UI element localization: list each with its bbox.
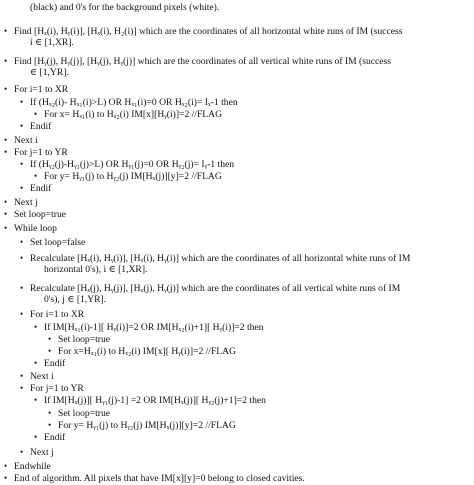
line-text: For y= Hᵧ₁(j) to Hᵧ₂(j) IM[Hₓ(j)][y]=2 //FLAG (44, 171, 222, 182)
bullet-icon: • (20, 237, 24, 247)
bullet-line (20, 446, 474, 459)
line-text: (black) and 0's for the background pixels (white). (30, 2, 220, 13)
line-text: For y= Hᵧ₁(j) to Hᵧ₂(j) IM[Hₓ(j)][y]=2 //FLAG (58, 420, 236, 431)
line-text: Endif (30, 121, 52, 132)
bullet-icon: • (4, 84, 8, 94)
line-text: Recalculate [Hₓ(j), Hᵧ(j)], [Hₓ(j), Hᵧ(j)] which are the coordinates of all vertical white runs of IM (30, 283, 401, 294)
line-text: Next i (14, 135, 38, 146)
bullet-icon: • (4, 223, 8, 233)
line-text: Find [Hₓ(i), Hᵧ(i)], [Hₓ(i), H₂(i)] which are the coordinates of all horizontal white runs of IM (success (14, 26, 403, 37)
continuation-line (34, 294, 474, 306)
line-text: For j=1 to YR (14, 147, 68, 158)
bullet-line (20, 308, 474, 321)
line-text: Next j (30, 447, 54, 458)
line-text: Endif (44, 358, 66, 369)
line-text: Endwhile (14, 461, 51, 472)
line-text: Endif (44, 432, 66, 443)
bullet-icon: • (4, 197, 8, 207)
line-text: Recalculate [Hₓ(i), Hᵧ(i)], [Hₓ(i), Hᵧ(i)] which are the coordinates of all horizontal white runs of IM (30, 253, 411, 264)
line-text: While loop (14, 223, 57, 234)
line-text: Set loop=true (58, 408, 111, 419)
bullet-icon: • (48, 334, 52, 344)
bullet-line (20, 120, 474, 133)
line-text: i ∈ [1,XR]. (30, 37, 74, 48)
line-text: For x=Hₓ₁(i) to Hₓ₂(i) IM[x][ Hᵧ(i)]=2 //FLAG (58, 346, 237, 357)
bullet-icon: • (20, 183, 24, 193)
bullet-icon: • (34, 322, 38, 332)
bullet-line (34, 357, 474, 370)
line-text: Set loop=true (58, 334, 111, 345)
bullet-icon: • (4, 26, 8, 36)
continuation-line (20, 2, 474, 14)
bullet-line (20, 182, 474, 195)
bullet-icon: • (20, 253, 24, 263)
bullet-icon: • (4, 473, 8, 483)
line-text: For i=1 to XR (30, 309, 85, 320)
bullet-icon: • (20, 283, 24, 293)
bullet-line (34, 431, 474, 444)
bullet-icon: • (4, 56, 8, 66)
line-text: Find [Hᵧ(j), Hᵧ(j)], [Hᵧ(j), Hᵧ(j)] which are the coordinates of all vertical white runs of IM (success (14, 56, 392, 67)
bullet-line (4, 83, 474, 96)
bullet-icon: • (4, 147, 8, 157)
bullet-icon: • (34, 395, 38, 405)
bullet-icon: • (20, 97, 24, 107)
bullet-icon: • (34, 432, 38, 442)
continuation-line (20, 67, 474, 79)
line-text: Set loop=true (14, 209, 67, 220)
line-text: Set loop=false (30, 237, 86, 248)
bullet-icon: • (34, 171, 38, 181)
line-text: ∈ [1,YR]. (30, 67, 69, 78)
line-text: If (Hₓ₂(i)- Hₓ₁(i)>L) OR Hₓ₁(i)=0 OR Hₓ₂(i)= Iₓ-1 then (30, 97, 238, 108)
line-text: Next j (14, 197, 38, 208)
line-text: For j=1 to YR (30, 383, 84, 394)
line-text: 0's), j ∈ [1,YR]. (44, 294, 107, 305)
bullet-icon: • (4, 209, 8, 219)
continuation-line (34, 264, 474, 276)
line-text: If (Hᵧ₂(j)-Hᵧ₁(j)>L) OR Hᵧ₁(j)=0 OR Hᵧ₂(j)= Iᵧ-1 then (30, 159, 235, 170)
line-text: If IM[Hₓ(j)][ Hᵧ₁(j)-1] =2 OR IM[Hₓ(j)][ Hᵧ₂(j)+1]=2 then (44, 395, 266, 406)
line-text: horizontal 0's), i ∈ [1,XR]. (44, 264, 148, 275)
bullet-icon: • (48, 420, 52, 430)
bullet-line (4, 472, 474, 485)
bullet-icon: • (4, 135, 8, 145)
line-text: Next i (30, 371, 54, 382)
line-text: For x= Hₓ₁(i) to Hₓ₂(i) IM[x][Hᵧ(i)]=2 //FLAG (44, 109, 223, 120)
bullet-icon: • (20, 309, 24, 319)
bullet-icon: • (34, 109, 38, 119)
bullet-line (4, 222, 474, 235)
bullet-line (4, 208, 474, 221)
line-text: If IM[Hₓ₁(i)-1][ Hᵧ(i)]=2 OR IM[Hₓ₂(i)+1][ Hᵧ(i)]=2 then (44, 322, 264, 333)
bullet-icon: • (48, 408, 52, 418)
line-text: For i=1 to XR (14, 84, 69, 95)
bullet-icon: • (20, 383, 24, 393)
bullet-icon: • (20, 447, 24, 457)
bullet-icon: • (20, 371, 24, 381)
bullet-line (20, 236, 474, 249)
bullet-icon: • (20, 159, 24, 169)
bullet-icon: • (34, 358, 38, 368)
bullet-line (34, 394, 474, 407)
bullet-icon: • (48, 346, 52, 356)
bullet-icon: • (20, 121, 24, 131)
continuation-line (20, 37, 474, 49)
line-text: Endif (30, 183, 52, 194)
bullet-icon: • (4, 461, 8, 471)
line-text: End of algorithm. All pixels that have IM[x][y]=0 belong to closed cavities. (14, 473, 305, 484)
